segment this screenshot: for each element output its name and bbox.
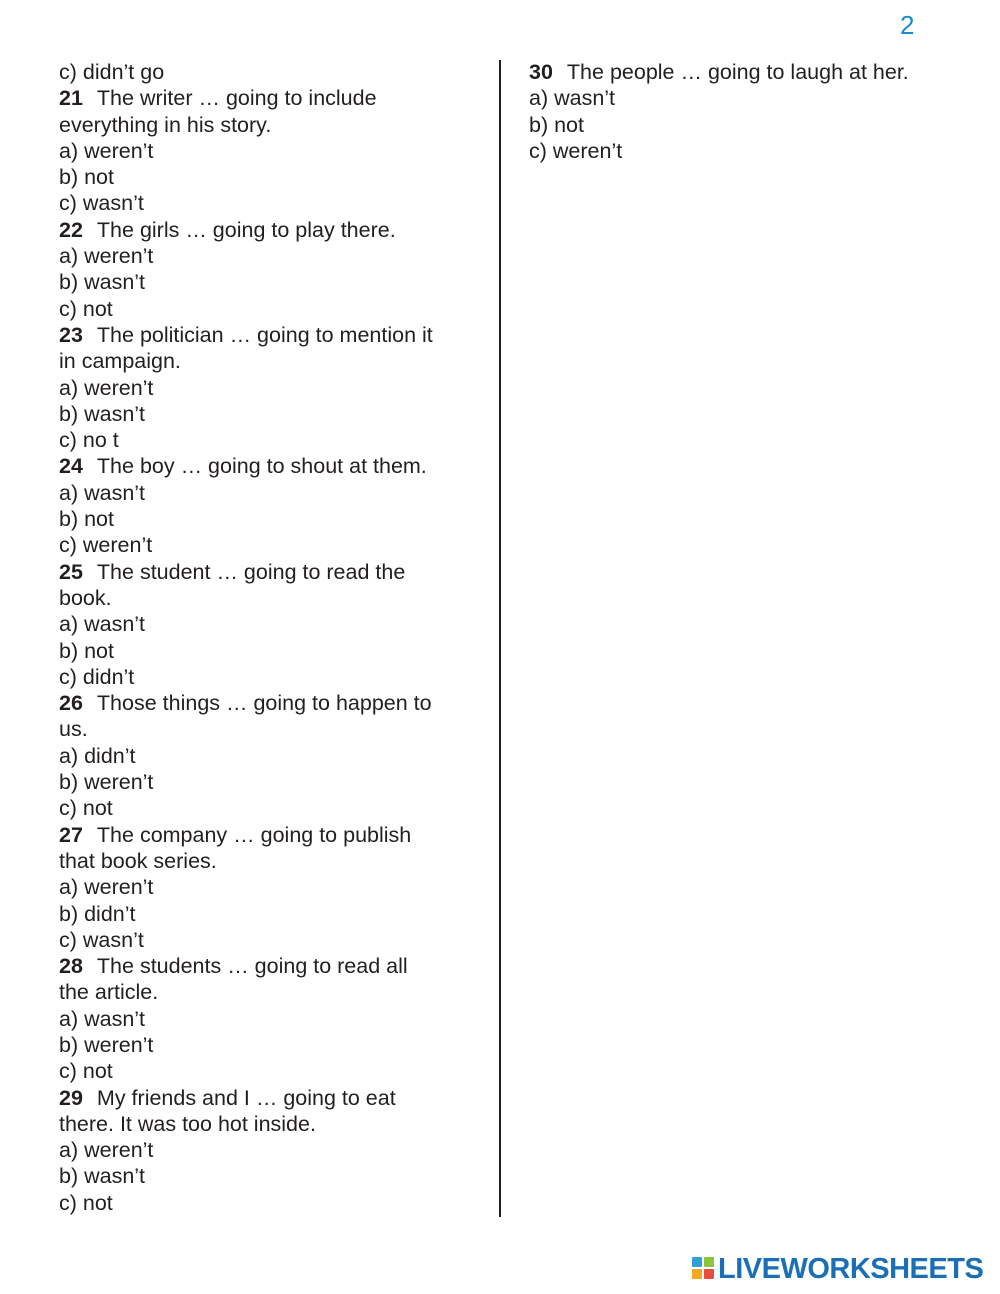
liveworksheets-logo[interactable] — [692, 1252, 983, 1286]
question-number: 21 — [59, 86, 83, 111]
answer-line: c) not — [59, 296, 113, 321]
answer-line: a) wasn’t — [59, 480, 146, 505]
answer-line: c) wasn’t — [59, 927, 144, 952]
answer-line: b) didn’t — [59, 901, 136, 926]
question-text: The girls … going to play there. — [96, 217, 396, 242]
question-line — [529, 59, 969, 85]
question-line — [59, 822, 479, 848]
answer-line: b) weren’t — [59, 1032, 154, 1057]
answer-line: a) weren’t — [59, 1138, 154, 1163]
question-number: 28 — [59, 954, 83, 979]
question-line — [59, 322, 479, 348]
question-line — [59, 453, 479, 479]
question-text: The students … going to read all — [96, 954, 408, 979]
question-number: 29 — [59, 1085, 83, 1110]
answer-line: a) weren’t — [59, 138, 154, 163]
liveworksheets-logo-icon — [692, 1257, 716, 1281]
answer-line: everything in his story. — [59, 112, 272, 137]
answer-line: a) wasn’t — [59, 612, 146, 637]
question-text: Those things … going to happen to — [96, 691, 432, 716]
answer-line: a) didn’t — [59, 743, 136, 768]
question-number: 27 — [59, 822, 83, 847]
question-text: The student … going to read the — [96, 559, 406, 584]
answer-line: c) didn’t — [59, 664, 135, 689]
answer-line: us. — [59, 717, 88, 742]
answer-line: b) not — [529, 112, 584, 137]
question-number: 22 — [59, 217, 83, 242]
answer-line: b) wasn’t — [59, 270, 146, 295]
answer-line: c) not — [59, 796, 113, 821]
answer-line: b) not — [59, 165, 114, 190]
question-number: 25 — [59, 559, 83, 584]
question-line — [59, 953, 479, 979]
column-divider — [499, 60, 501, 1217]
answer-line: a) wasn’t — [59, 1006, 146, 1031]
right-column — [529, 59, 969, 164]
question-line — [59, 217, 479, 243]
question-text: My friends and I … going to eat — [96, 1085, 396, 1110]
answer-line: b) not — [59, 638, 114, 663]
question-line — [59, 690, 479, 716]
question-text: The people … going to laugh at her. — [566, 60, 909, 84]
answer-line: a) weren’t — [59, 875, 154, 900]
answer-line: c) wasn’t — [59, 191, 144, 216]
answer-line: that book series. — [59, 848, 217, 873]
answer-line: the article. — [59, 980, 159, 1005]
answer-line: c) not — [59, 1190, 113, 1215]
answer-line: b) weren’t — [59, 770, 154, 795]
answer-line: c) weren’t — [529, 138, 623, 163]
answer-line: there. It was too hot inside. — [59, 1111, 316, 1136]
left-column — [59, 59, 479, 1216]
question-line — [59, 559, 479, 585]
question-text: The boy … going to shout at them. — [96, 454, 427, 479]
answer-line: in campaign. — [59, 349, 181, 374]
answer-line: c) no t — [59, 428, 119, 453]
answer-line: a) weren’t — [59, 375, 154, 400]
answer-line: c) not — [59, 1059, 113, 1084]
answer-line: a) weren’t — [59, 244, 154, 269]
logo-text: LIVEWORKSHEETS — [718, 1252, 984, 1285]
question-number: 26 — [59, 691, 83, 716]
answer-line: b) wasn’t — [59, 401, 146, 426]
answer-line: a) wasn’t — [529, 86, 616, 111]
question-number: 23 — [59, 322, 83, 347]
answer-line: book. — [59, 585, 112, 610]
answer-line: c) didn’t go — [59, 60, 165, 84]
question-text: The company … going to publish — [96, 822, 412, 847]
question-text: The politician … going to mention it — [96, 322, 433, 347]
question-number: 24 — [59, 454, 83, 479]
answer-line: b) wasn’t — [59, 1164, 146, 1189]
answer-line: b) not — [59, 507, 114, 532]
page-number: 2 — [900, 10, 915, 40]
question-line — [59, 85, 479, 111]
answer-line: c) weren’t — [59, 533, 153, 558]
question-number: 30 — [529, 60, 553, 84]
question-text: The writer … going to include — [96, 86, 377, 111]
question-line — [59, 1085, 479, 1111]
